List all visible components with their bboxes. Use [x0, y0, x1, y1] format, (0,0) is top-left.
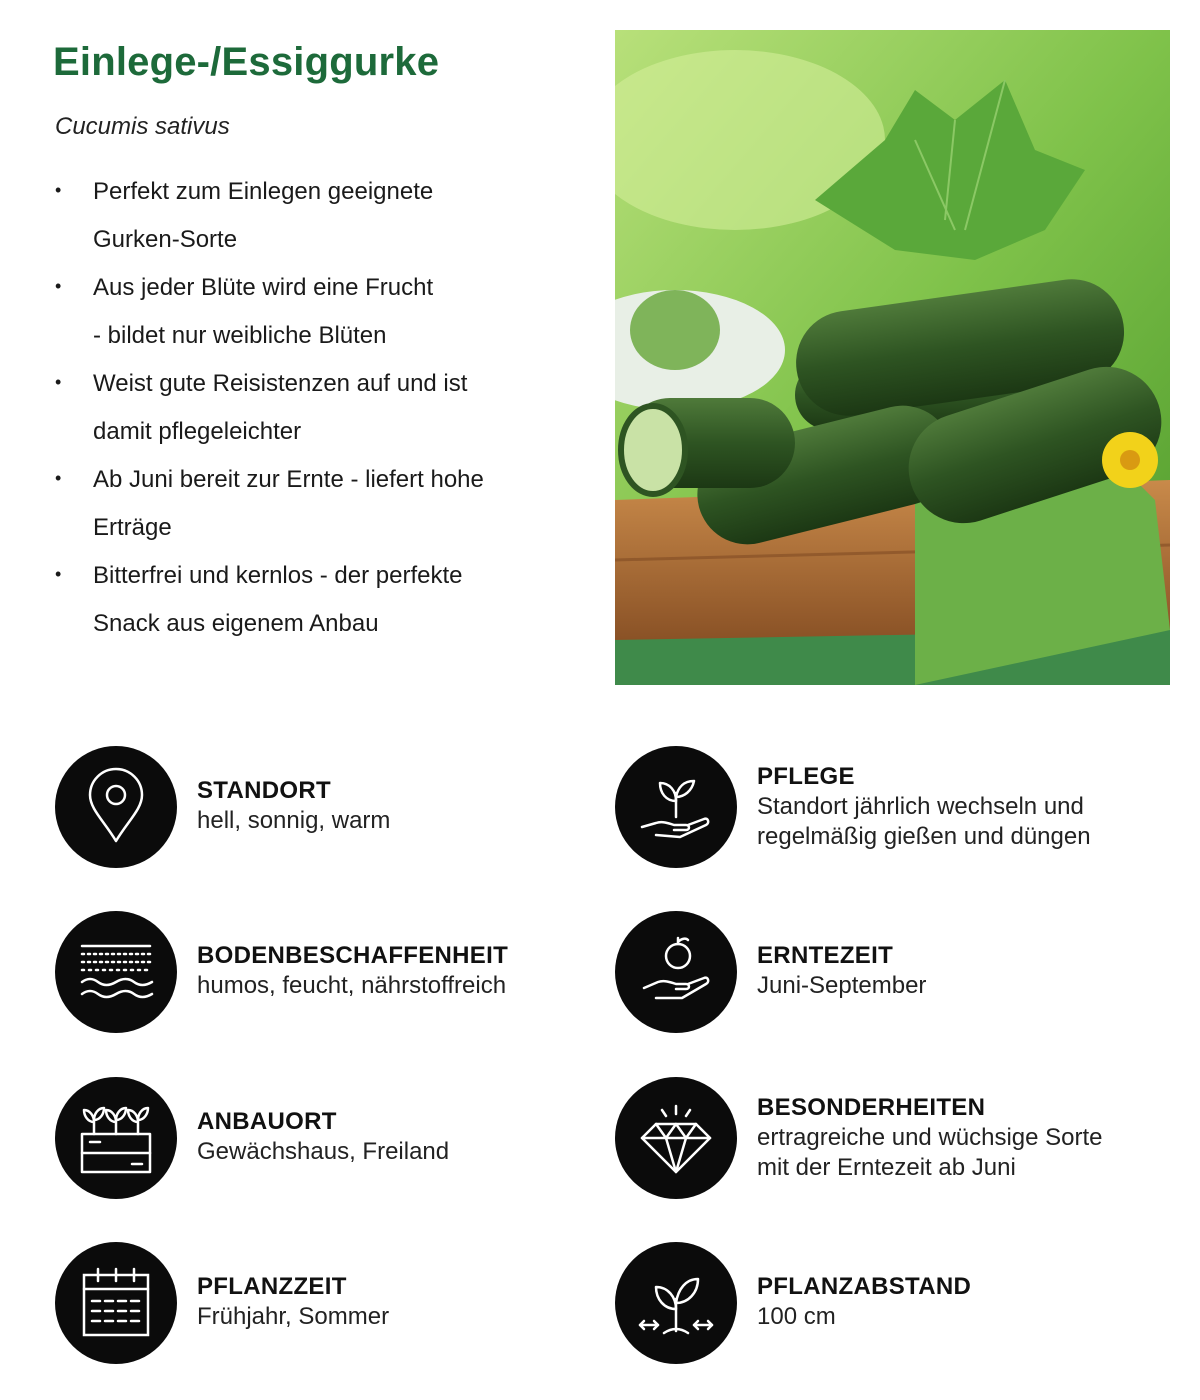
feature-value: humos, feucht, nährstoffreich [197, 972, 507, 999]
feature-besonderheiten [615, 1077, 1155, 1199]
feature-label: ERNTEZEIT [757, 942, 894, 969]
feature-value: Gewächshaus, Freiland [197, 1138, 450, 1165]
feature-standort [55, 746, 595, 868]
bullet-dot-icon: • [55, 468, 62, 488]
bullet-dot-icon: • [55, 276, 62, 296]
bullet-dot-icon: • [55, 564, 62, 584]
feature-pflege [615, 746, 1155, 868]
feature-label: ANBAUORT [197, 1108, 337, 1135]
planter-box-icon [55, 1077, 177, 1199]
feature-label: PFLEGE [757, 763, 855, 790]
product-title: Einlege-/Essiggurke [53, 40, 440, 84]
feature-value: hell, sonnig, warm [197, 807, 391, 834]
bullet-item: • Perfekt zum Einlegen geeignete Gurken-Sorte [53, 168, 573, 264]
feature-bullet-list [53, 168, 573, 648]
latin-name: Cucumis sativus [55, 113, 230, 140]
diamond-icon [615, 1077, 737, 1199]
feature-label: STANDORT [197, 777, 331, 804]
plant-spacing-icon [615, 1242, 737, 1364]
feature-erntezeit [615, 911, 1155, 1033]
bullet-item: • Ab Juni bereit zur Ernte - liefert hohe Erträge [53, 456, 573, 552]
fruit-hand-icon [615, 911, 737, 1033]
feature-value: mit der Erntezeit ab Juni [757, 1154, 1016, 1181]
location-pin-icon [55, 746, 177, 868]
soil-layers-icon [55, 911, 177, 1033]
sprout-hand-icon [615, 746, 737, 868]
bullet-dot-icon: • [55, 372, 62, 392]
feature-value: Frühjahr, Sommer [197, 1303, 390, 1330]
feature-value: ertragreiche und wüchsige Sorte [757, 1124, 1103, 1151]
feature-label: PFLANZZEIT [197, 1273, 347, 1300]
feature-value: Juni-September [757, 972, 927, 999]
feature-label: BESONDERHEITEN [757, 1094, 986, 1121]
feature-boden [55, 911, 595, 1033]
calendar-icon [55, 1242, 177, 1364]
feature-pflanzzeit [55, 1242, 595, 1364]
bullet-item: • Aus jeder Blüte wird eine Frucht - bildet nur weibliche Blüten [53, 264, 573, 360]
bullet-item: • Weist gute Reisistenzen auf und ist damit pflegeleichter [53, 360, 573, 456]
bullet-dot-icon: • [55, 180, 62, 200]
feature-pflanzabstand [615, 1242, 1155, 1364]
bullet-item: • Bitterfrei und kernlos - der perfekte Snack aus eigenem Anbau [53, 552, 573, 648]
feature-label: BODENBESCHAFFENHEIT [197, 942, 509, 969]
feature-value: Standort jährlich wechseln und [757, 793, 1084, 820]
feature-value: 100 cm [757, 1303, 836, 1330]
feature-anbauort [55, 1077, 595, 1199]
feature-value: regelmäßig gießen und düngen [757, 823, 1091, 850]
product-photo [615, 30, 1170, 685]
feature-label: PFLANZABSTAND [757, 1273, 972, 1300]
